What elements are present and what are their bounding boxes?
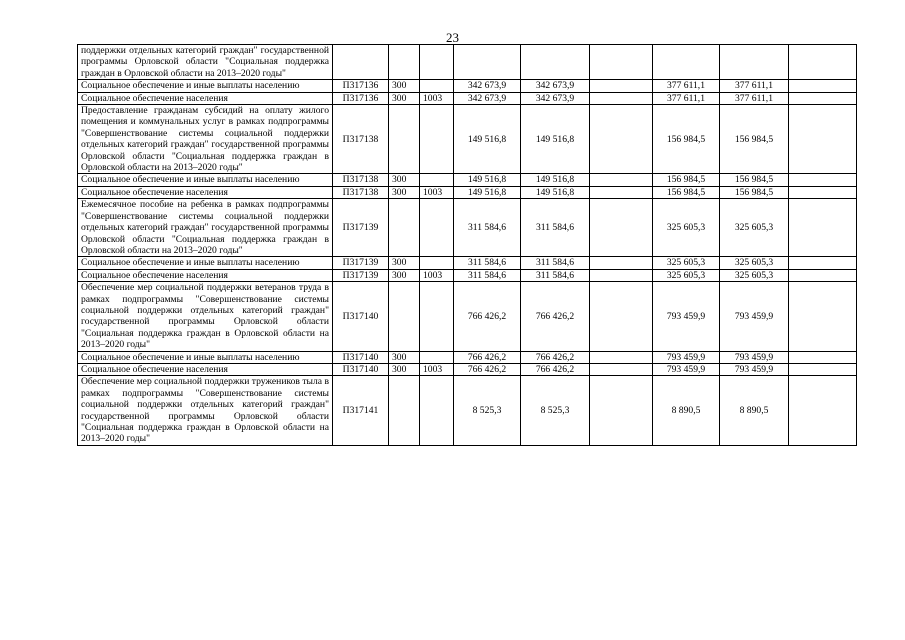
row-description: Обеспечение мер социальной поддержки ветеранов труда в рамках подпрограммы "Совершенствование системы социальной поддержки отдельных категорий граждан" государственной программы Орловской области "Социальная поддержка граждан в Орловской области на 2013–2020 годы" [78, 282, 333, 351]
amount-col-4: 325 605,3 [653, 199, 720, 257]
amount-col-3 [590, 92, 653, 104]
amount-col-2: 149 516,8 [521, 186, 590, 198]
expense-type [389, 376, 420, 445]
table-row [78, 376, 857, 445]
amount-col-2: 342 673,9 [521, 80, 590, 92]
section-code [420, 351, 454, 363]
row-description: Предоставление гражданам субсидий на оплату жилого помещения и коммунальных услуг в рамках подпрограммы "Совершенствование системы социальной поддержки отдельных категорий граждан" государственной программы Орловской области "Социальная поддержка граждан в Орловской области на 2013–2020 годы" [78, 105, 333, 174]
section-code [420, 80, 454, 92]
table-row [78, 351, 857, 363]
amount-col-5: 325 605,3 [720, 269, 789, 281]
row-description: Социальное обеспечение и иные выплаты населению [78, 257, 333, 269]
amount-col-2: 766 426,2 [521, 282, 590, 351]
amount-col-6 [789, 92, 857, 104]
target-code: П317136 [333, 80, 389, 92]
amount-col-5: 8 890,5 [720, 376, 789, 445]
table-row [78, 80, 857, 92]
expense-type: 300 [389, 92, 420, 104]
amount-col-1: 766 426,2 [454, 363, 521, 375]
amount-col-4: 793 459,9 [653, 351, 720, 363]
amount-col-4: 156 984,5 [653, 105, 720, 174]
amount-col-3 [590, 80, 653, 92]
expense-type: 300 [389, 80, 420, 92]
amount-col-5 [720, 45, 789, 80]
amount-col-6 [789, 105, 857, 174]
target-code [333, 45, 389, 80]
row-description: Обеспечение мер социальной поддержки тружеников тыла в рамках подпрограммы "Совершенствование системы социальной поддержки отдельных категорий граждан" государственной программы Орловской области "Социальная поддержка граждан в Орловской области на 2013–2020 годы" [78, 376, 333, 445]
amount-col-4: 8 890,5 [653, 376, 720, 445]
amount-col-4: 156 984,5 [653, 186, 720, 198]
amount-col-5: 793 459,9 [720, 282, 789, 351]
amount-col-3 [590, 376, 653, 445]
amount-col-3 [590, 282, 653, 351]
expense-type: 300 [389, 174, 420, 186]
amount-col-2: 342 673,9 [521, 92, 590, 104]
table-row [78, 199, 857, 257]
table-row [78, 257, 857, 269]
amount-col-1: 8 525,3 [454, 376, 521, 445]
amount-col-5: 793 459,9 [720, 363, 789, 375]
amount-col-2: 8 525,3 [521, 376, 590, 445]
row-description: Социальное обеспечение населения [78, 186, 333, 198]
target-code: П317140 [333, 351, 389, 363]
page-number: 23 [446, 30, 459, 45]
table-row [78, 45, 857, 80]
amount-col-6 [789, 199, 857, 257]
amount-col-3 [590, 186, 653, 198]
row-description: Социальное обеспечение и иные выплаты населению [78, 80, 333, 92]
amount-col-1: 149 516,8 [454, 174, 521, 186]
target-code: П317138 [333, 174, 389, 186]
amount-col-4: 377 611,1 [653, 80, 720, 92]
amount-col-4: 377 611,1 [653, 92, 720, 104]
amount-col-2: 311 584,6 [521, 257, 590, 269]
table-row [78, 92, 857, 104]
amount-col-6 [789, 186, 857, 198]
amount-col-6 [789, 376, 857, 445]
expense-type: 300 [389, 186, 420, 198]
amount-col-4: 793 459,9 [653, 282, 720, 351]
amount-col-3 [590, 199, 653, 257]
amount-col-2 [521, 45, 590, 80]
target-code: П317139 [333, 199, 389, 257]
amount-col-1: 311 584,6 [454, 269, 521, 281]
target-code: П317138 [333, 186, 389, 198]
amount-col-5: 325 605,3 [720, 199, 789, 257]
section-code: 1003 [420, 186, 454, 198]
amount-col-4: 325 605,3 [653, 257, 720, 269]
target-code: П317140 [333, 363, 389, 375]
section-code: 1003 [420, 92, 454, 104]
target-code: П317140 [333, 282, 389, 351]
amount-col-2: 766 426,2 [521, 351, 590, 363]
amount-col-6 [789, 45, 857, 80]
target-code: П317139 [333, 269, 389, 281]
table-row [78, 363, 857, 375]
amount-col-1: 149 516,8 [454, 105, 521, 174]
row-description: Социальное обеспечение и иные выплаты населению [78, 351, 333, 363]
expense-type [389, 45, 420, 80]
table-row [78, 269, 857, 281]
expense-type [389, 282, 420, 351]
amount-col-6 [789, 174, 857, 186]
amount-col-1: 766 426,2 [454, 282, 521, 351]
amount-col-5: 156 984,5 [720, 105, 789, 174]
section-code [420, 105, 454, 174]
expense-type [389, 199, 420, 257]
amount-col-6 [789, 80, 857, 92]
amount-col-3 [590, 105, 653, 174]
amount-col-1: 342 673,9 [454, 80, 521, 92]
row-description: поддержки отдельных категорий граждан" государственной программы Орловской области "Социальная поддержка граждан в Орловской области на 2013–2020 годы" [78, 45, 333, 80]
amount-col-1: 342 673,9 [454, 92, 521, 104]
section-code [420, 199, 454, 257]
amount-col-4 [653, 45, 720, 80]
table-row [78, 282, 857, 351]
table-row [78, 105, 857, 174]
expense-type: 300 [389, 269, 420, 281]
amount-col-1: 149 516,8 [454, 186, 521, 198]
amount-col-5: 377 611,1 [720, 92, 789, 104]
expense-type: 300 [389, 351, 420, 363]
section-code: 1003 [420, 269, 454, 281]
section-code [420, 174, 454, 186]
amount-col-3 [590, 363, 653, 375]
amount-col-2: 311 584,6 [521, 269, 590, 281]
amount-col-1: 311 584,6 [454, 199, 521, 257]
amount-col-6 [789, 257, 857, 269]
target-code: П317138 [333, 105, 389, 174]
row-description: Социальное обеспечение населения [78, 363, 333, 375]
amount-col-5: 793 459,9 [720, 351, 789, 363]
amount-col-3 [590, 257, 653, 269]
section-code [420, 257, 454, 269]
section-code [420, 45, 454, 80]
amount-col-3 [590, 45, 653, 80]
section-code: 1003 [420, 363, 454, 375]
amount-col-4: 793 459,9 [653, 363, 720, 375]
amount-col-1: 766 426,2 [454, 351, 521, 363]
amount-col-3 [590, 174, 653, 186]
expense-type: 300 [389, 257, 420, 269]
budget-table [77, 44, 857, 446]
amount-col-2: 766 426,2 [521, 363, 590, 375]
amount-col-5: 377 611,1 [720, 80, 789, 92]
row-description: Социальное обеспечение населения [78, 269, 333, 281]
amount-col-6 [789, 282, 857, 351]
amount-col-2: 149 516,8 [521, 105, 590, 174]
amount-col-5: 156 984,5 [720, 186, 789, 198]
amount-col-6 [789, 363, 857, 375]
amount-col-3 [590, 351, 653, 363]
table-body [78, 45, 857, 446]
amount-col-4: 325 605,3 [653, 269, 720, 281]
section-code [420, 282, 454, 351]
amount-col-2: 149 516,8 [521, 174, 590, 186]
amount-col-4: 156 984,5 [653, 174, 720, 186]
amount-col-5: 156 984,5 [720, 174, 789, 186]
amount-col-1 [454, 45, 521, 80]
amount-col-2: 311 584,6 [521, 199, 590, 257]
table-row [78, 174, 857, 186]
row-description: Социальное обеспечение населения [78, 92, 333, 104]
expense-type [389, 105, 420, 174]
expense-type: 300 [389, 363, 420, 375]
amount-col-6 [789, 269, 857, 281]
row-description: Ежемесячное пособие на ребенка в рамках подпрограммы "Совершенствование системы социальной поддержки отдельных категорий граждан" государственной программы Орловской области "Социальная поддержка граждан в Орловской области на 2013–2020 годы" [78, 199, 333, 257]
table-row [78, 186, 857, 198]
section-code [420, 376, 454, 445]
target-code: П317141 [333, 376, 389, 445]
amount-col-5: 325 605,3 [720, 257, 789, 269]
amount-col-3 [590, 269, 653, 281]
amount-col-6 [789, 351, 857, 363]
target-code: П317136 [333, 92, 389, 104]
target-code: П317139 [333, 257, 389, 269]
amount-col-1: 311 584,6 [454, 257, 521, 269]
row-description: Социальное обеспечение и иные выплаты населению [78, 174, 333, 186]
